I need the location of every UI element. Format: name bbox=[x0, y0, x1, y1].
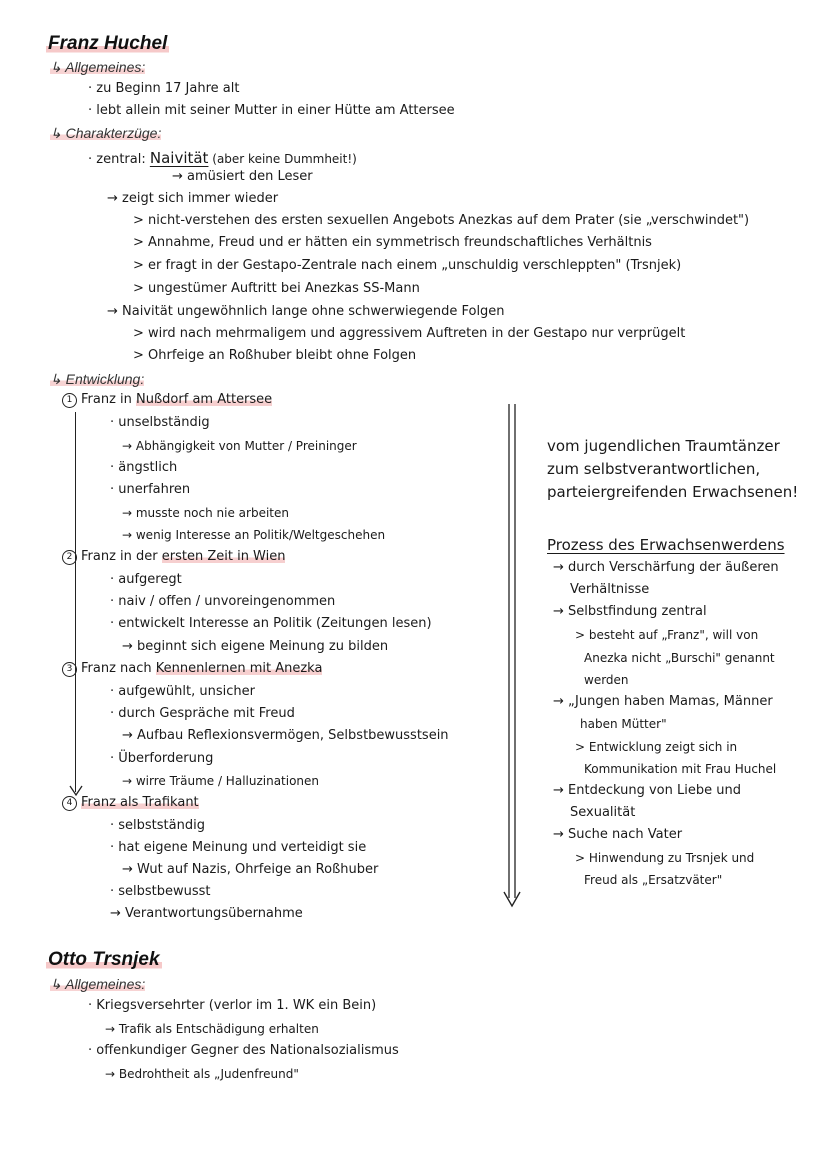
prozess-title: Prozess des Erwachsenwerdens bbox=[547, 536, 785, 554]
stage-highlight: Kennenlernen mit Anezka bbox=[155, 661, 323, 676]
stage-highlight: ersten Zeit in Wien bbox=[161, 549, 286, 564]
otto-allgemeines-heading bbox=[50, 975, 145, 993]
prozess-line: Anezka nicht „Burschi" genannt bbox=[584, 651, 775, 665]
charakter-folgen-item-1: > wird nach mehrmaligem und aggressivem Auftreten in der Gestapo nur verprügelt bbox=[133, 326, 686, 341]
section-title-otto bbox=[46, 949, 162, 971]
stage-4-line: · selbstständig bbox=[110, 818, 205, 833]
stage-number-icon: 4 bbox=[62, 796, 77, 811]
zentral-prefix: · zentral: bbox=[88, 152, 150, 167]
prozess-line: > Hinwendung zu Trsnjek und bbox=[575, 851, 755, 865]
title-text: Franz Huchel bbox=[48, 33, 168, 54]
stage-3-line: · aufgewühlt, unsicher bbox=[110, 684, 255, 699]
stage-2-line: → beginnt sich eigene Meinung zu bilden bbox=[122, 639, 389, 654]
title-text: Otto Trsnjek bbox=[48, 949, 160, 970]
zentral-word: Naivität bbox=[149, 149, 209, 167]
stage-4-line: → Verantwortungsübernahme bbox=[110, 906, 303, 921]
stage-number-icon: 2 bbox=[62, 550, 77, 565]
franz-allgemeines-heading bbox=[50, 58, 145, 76]
stage-2-line: · entwickelt Interesse an Politik (Zeitungen lesen) bbox=[110, 616, 432, 631]
prozess-line: Freud als „Ersatzväter" bbox=[584, 873, 723, 887]
charakter-zeigt-item-3: > er fragt in der Gestapo-Zentrale nach einem „unschuldig verschleppten" (Trsnjek) bbox=[133, 258, 682, 273]
double-arrow-down-icon bbox=[500, 404, 526, 910]
heading-text: ↳ Allgemeines: bbox=[50, 976, 146, 992]
prozess-line: Verhältnisse bbox=[570, 582, 650, 597]
stage-highlight: Franz als Trafikant bbox=[81, 795, 199, 810]
charakter-zentral bbox=[88, 148, 357, 168]
franz-allg-item-1: · zu Beginn 17 Jahre alt bbox=[88, 81, 240, 96]
franz-entwicklung-heading bbox=[50, 370, 144, 388]
stage-1-line: → Abhängigkeit von Mutter / Preininger bbox=[122, 439, 357, 453]
heading-text: ↳ Entwicklung: bbox=[50, 371, 145, 387]
stage-number-icon: 3 bbox=[62, 662, 77, 677]
prozess-line: → „Jungen haben Mamas, Männer bbox=[553, 694, 773, 709]
otto-allg-item: · Kriegsversehrter (verlor im 1. WK ein Bein) bbox=[88, 998, 377, 1013]
stage-1-line: · unerfahren bbox=[110, 482, 191, 497]
summary-line: parteiergreifenden Erwachsenen! bbox=[547, 483, 799, 501]
charakter-folgen-item-2: > Ohrfeige an Roßhuber bleibt ohne Folgen bbox=[133, 348, 417, 363]
stage-pre: Franz nach bbox=[81, 661, 156, 676]
charakter-amuesiert: → amüsiert den Leser bbox=[172, 169, 313, 184]
prozess-line: haben Mütter" bbox=[580, 717, 667, 731]
otto-allg-item: · offenkundiger Gegner des Nationalsozialismus bbox=[88, 1043, 399, 1058]
stage-3-line: · durch Gespräche mit Freud bbox=[110, 706, 295, 721]
otto-allg-item: → Bedrohtheit als „Judenfreund" bbox=[105, 1067, 299, 1081]
stage-4-line: · selbstbewusst bbox=[110, 884, 211, 899]
summary-line: zum selbstverantwortlichen, bbox=[547, 460, 761, 478]
charakter-zeigt-item-1: > nicht-verstehen des ersten sexuellen Angebots Anezkas auf dem Prater (sie „verschwindet") bbox=[133, 213, 750, 228]
prozess-line: werden bbox=[584, 673, 629, 687]
stage-3-line: → wirre Träume / Halluzinationen bbox=[122, 774, 320, 788]
franz-allg-item-2: · lebt allein mit seiner Mutter in einer Hütte am Attersee bbox=[88, 103, 455, 118]
stage-3-line: → Aufbau Reflexionsvermögen, Selbstbewusstsein bbox=[122, 728, 449, 743]
prozess-line: → durch Verschärfung der äußeren bbox=[553, 560, 779, 575]
stage-4-heading bbox=[62, 795, 199, 811]
stage-highlight: Nußdorf am Attersee bbox=[136, 392, 273, 407]
stage-1-line: → wenig Interesse an Politik/Weltgeschehen bbox=[122, 528, 386, 542]
stage-1-line: · unselbständig bbox=[110, 415, 210, 430]
prozess-line: Kommunikation mit Frau Huchel bbox=[584, 762, 777, 776]
heading-text: ↳ Charakterzüge: bbox=[50, 125, 162, 141]
stage-4-line: · hat eigene Meinung und verteidigt sie bbox=[110, 840, 367, 855]
heading-text: ↳ Allgemeines: bbox=[50, 59, 146, 75]
section-title-franz bbox=[46, 33, 169, 55]
stage-1-line: → musste noch nie arbeiten bbox=[122, 506, 289, 520]
prozess-line: > besteht auf „Franz", will von bbox=[575, 628, 759, 642]
charakter-zeigt-item-2: > Annahme, Freud und er hätten ein symmetrisch freundschaftliches Verhältnis bbox=[133, 235, 652, 250]
prozess-line: > Entwicklung zeigt sich in bbox=[575, 740, 738, 754]
stage-1-heading bbox=[62, 392, 272, 408]
stage-number-icon: 1 bbox=[62, 393, 77, 408]
summary-line: vom jugendlichen Traumtänzer bbox=[547, 437, 780, 455]
stage-4-line: → Wut auf Nazis, Ohrfeige an Roßhuber bbox=[122, 862, 379, 877]
stage-pre: Franz in bbox=[81, 392, 137, 407]
charakter-folgen: → Naivität ungewöhnlich lange ohne schwerwiegende Folgen bbox=[107, 304, 505, 319]
charakter-zeigt: → zeigt sich immer wieder bbox=[107, 191, 279, 206]
prozess-line: Sexualität bbox=[570, 805, 636, 820]
stage-2-line: · aufgeregt bbox=[110, 572, 182, 587]
prozess-line: → Selbstfindung zentral bbox=[553, 604, 707, 619]
zentral-suffix: (aber keine Dummheit!) bbox=[208, 152, 357, 166]
stage-3-heading bbox=[62, 661, 322, 677]
franz-charakter-heading bbox=[50, 124, 161, 142]
stage-pre: Franz in der bbox=[81, 549, 162, 564]
stage-3-line: · Überforderung bbox=[110, 751, 214, 766]
timeline-line bbox=[75, 412, 76, 792]
stage-1-line: · ängstlich bbox=[110, 460, 178, 475]
stage-2-line: · naiv / offen / unvoreingenommen bbox=[110, 594, 336, 609]
otto-allg-item: → Trafik als Entschädigung erhalten bbox=[105, 1022, 319, 1036]
charakter-zeigt-item-4: > ungestümer Auftritt bei Anezkas SS-Mann bbox=[133, 281, 420, 296]
prozess-line: → Suche nach Vater bbox=[553, 827, 683, 842]
prozess-line: → Entdeckung von Liebe und bbox=[553, 783, 741, 798]
stage-2-heading bbox=[62, 549, 285, 565]
